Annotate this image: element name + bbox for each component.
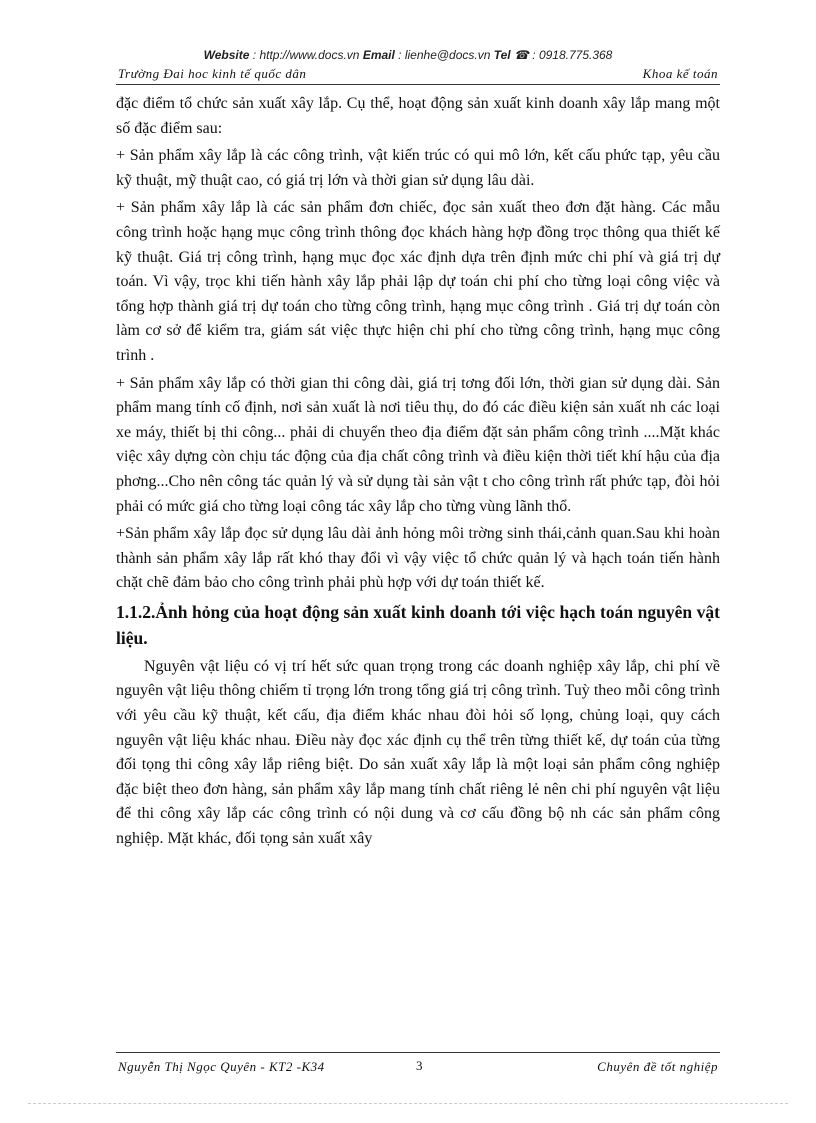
section-heading: 1.1.2.Ảnh hỏng của hoạt động sản xuất kinh doanh tới việc hạch toán nguyên vật liệu. [116,601,720,648]
header-school: Trường Đai hoc kinh tế quốc dân [118,66,307,81]
paragraph-bullet-3: + Sản phẩm xây lắp có thời gian thi công dài, giá trị tơng đối lớn, thời gian sử dụng dài. Sản phẩm mang tính cố định, nơi sản xuất là nơi tiêu thụ, do đó các điều kiện sản xuất nh các loại xe máy, thiết bị thi công... phải di chuyển theo địa điểm đặt sản phẩm công trình ....Mặt khác việc xây dựng còn chịu tác động của địa chất công trình và điều kiện thời tiết khí hậu của địa phơng...Cho nên công tác quản lý và sử dụng tài sản vật t cho công trình rất phức tạp, đòi hỏi phải có mức giá cho từng loại công tác xây lắp cho từng vùng lãnh thổ. [116,374,720,515]
document-body [116,92,720,855]
paragraph-materials: Nguyên vật liệu có vị trí hết sức quan trọng trong các doanh nghiệp xây lắp, chi phí về nguyên vật liệu thông chiếm tỉ trọng lớn trong tổng giá trị công trình. Tuỳ theo mỗi công trình với yêu cầu kỹ thuật, kết cấu, địa điểm khác nhau đòi hỏi số lọng, chủng loại, quy cách nguyên vật liệu khác nhau. Điều này đọc xác định cụ thể trên từng thiết kế, dự toán của từng đối tọng thi công xây lắp riêng biệt. Do sản xuất xây lắp là một loại sản phẩm công nghiệp đặc biệt theo đơn hàng, sản phẩm xây lắp mang tính chất riêng lẻ nên chi phí nguyên vật liệu để thi công xây lắp các công trình có nội dung và cơ cấu đồng bộ nh các sản phẩm công nghiệp. Mặt khác, đối tọng sản xuất xây [116,657,720,848]
website-line [0,48,816,62]
footer-title: Chuyên đề tốt nghiệp [597,1059,718,1074]
tel-value: ☎ : 0918.775.368 [510,48,613,62]
website-value: : http://www.docs.vn [249,48,363,62]
header-faculty: Khoa kế toán [642,66,718,81]
tel-label: Tel [493,48,511,62]
paragraph-bullet-1: + Sản phẩm xây lắp là các công trình, vật kiến trúc có qui mô lớn, kết cấu phức tạp, yêu cầu kỹ thuật, mỹ thuật cao, có giá trị lớn và thời gian sử dụng lâu dài. [116,147,720,189]
bottom-divider [28,1103,788,1104]
paragraph-intro: đặc điểm tổ chức sản xuất xây lắp. Cụ thể, hoạt động sản xuất kinh doanh xây lắp mang một số đặc điểm sau: [116,95,720,137]
email-label: Email [362,48,395,62]
paragraph-bullet-4: +Sản phẩm xây lắp đọc sử dụng lâu dài ảnh hỏng môi trờng sinh thái,cảnh quan.Sau khi hoàn thành sản phẩm xây lắp rất khó thay đổi vì vậy việc tổ chức quản lý và hạch toán tiến hành chặt chẽ đảm bảo cho công trình phải phù hợp với dự toán thiết kế. [116,525,720,592]
page-number: 3 [416,1058,423,1073]
footer-author: Nguyễn Thị Ngọc Quyên - KT2 -K34 [118,1059,325,1074]
email-value: : lienhe@docs.vn [394,48,494,62]
paragraph-bullet-2: + Sản phẩm xây lắp là các sản phẩm đơn chiếc, đọc sản xuất theo đơn đặt hàng. Các mẫu công trình hoặc hạng mục công trình thông đọc khách hàng hợp đồng trọc thông qua thiết kế kỹ thuật. Giá trị công trình, hạng mục đọc xác định dựa trên định mức chi phí và giá trị dự toán. Vì vậy, trọc khi tiến hành xây lắp phải lập dự toán chi phí cho từng loại công việc và tổng hợp thành giá trị dự toán cho từng công trình, hạng mục công trình . Giá trị dự toán còn làm cơ sở để kiểm tra, giám sát việc thực hiện chi phí cho từng công trình, hạng mục công trình . [116,199,720,364]
page-header [116,64,720,85]
page-footer [116,1052,720,1077]
website-label: Website [203,48,250,62]
